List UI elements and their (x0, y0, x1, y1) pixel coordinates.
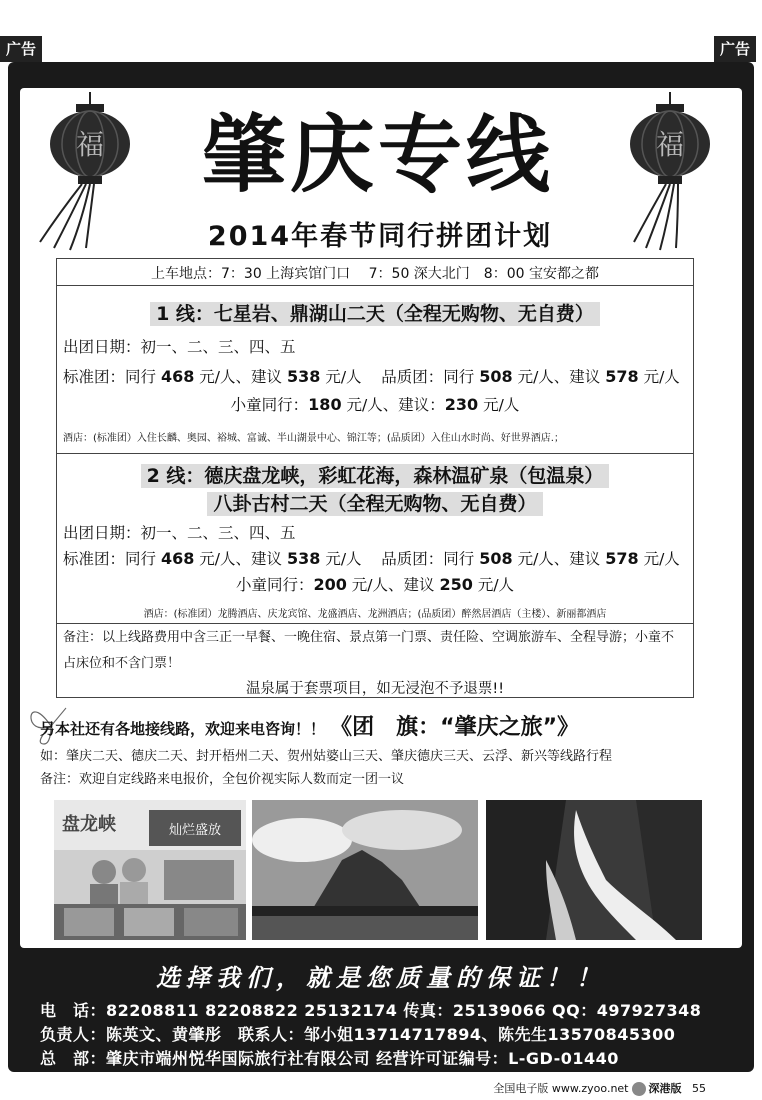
route1-q-suggest: 578 (605, 367, 639, 386)
route2-dates: 出团日期：初一、二、三、四、五 (63, 524, 296, 542)
panlongxia-promo-photo (54, 800, 246, 940)
itinerary-box (56, 258, 694, 698)
route2-prices: 标准团：同行 468 元/人、建议 538 元/人 品质团：同行 508 元/人、建议 578 元/人 (63, 549, 680, 568)
pickup-locations: 上车地点：7：30 上海宾馆门口 7：50 深大北门 8：00 宝安都之都 (151, 266, 599, 282)
lantern-character: 福 (655, 128, 685, 161)
route1-title-wrap (57, 299, 693, 326)
contact-phone: 电 话：82208811 82208822 25132174 传真：25139066 QQ：497927348 (40, 1001, 702, 1020)
photo-banner-text: 灿烂盛放 (168, 823, 222, 838)
route1-std-price: 468 (160, 367, 195, 386)
seven-star-crags-photo (252, 800, 478, 940)
route2-title-line1: 2 线：德庆盘龙峡，彩虹花海，森林温矿泉（包温泉） (141, 464, 610, 488)
notes: 备注：以上线路费用中含三正一早餐、一晚住宿、景点第一门票、责任险、空调旅游车、全程导游；小童不占床位和不含门票！ (63, 630, 675, 671)
lantern-character: 福 (75, 128, 105, 161)
page-number: 55 (692, 1082, 706, 1095)
route1-q-price: 508 (479, 367, 513, 386)
more-lead: 另本社还有各地接线路，欢迎来电咨询！！ (40, 720, 326, 738)
route1-dates: 出团日期：初一、二、三、四、五 (63, 338, 296, 356)
hot-spring-note: 温泉属于套票项目，如无浸泡不予退票!! (245, 681, 505, 697)
contact-hq: 总 部：肇庆市端州悦华国际旅行社有限公司 经营许可证编号：L-GD-01440 (40, 1049, 619, 1068)
route1-child-price: 小童同行：180 元/人、建议：230 元/人 (230, 395, 520, 414)
route2-hotels: 酒店：(标准团）龙腾酒店、庆龙宾馆、龙盛酒店、龙洲酒店；(品质团）醉然居酒店（主楼）、新丽都酒店 (143, 609, 607, 620)
route1-prices: 标准团：同行 468 元/人、建议 538 元/人 品质团：同行 508 元/人、建议 578 元/人 (63, 367, 680, 386)
ad-label-right: 广告 (714, 36, 756, 62)
tour-flag: 《团 旗：“肇庆之旅”》 (330, 715, 580, 740)
more-note: 备注：欢迎自定线路来电报价，全包价视实际人数而定一团一议 (40, 772, 405, 787)
main-title: 肇庆专线 (201, 105, 554, 204)
ad-label-left: 广告 (0, 36, 42, 62)
photo-brand-text: 盘龙峡 (62, 814, 116, 835)
route2-title-line2: 八卦古村二天（全程无购物、无自费） (207, 492, 542, 516)
waterfall-photo (486, 800, 702, 940)
route2-title-wrap (57, 461, 693, 488)
contact-person: 负责人：陈英文、黄肇彤 联系人：邹小姐13714717894、陈先生13570845300 (40, 1025, 676, 1044)
more-routes-section (40, 710, 730, 787)
footer-edition: 深港版 (648, 1082, 682, 1095)
footer-site: 全国电子版 www.zyoo.net (493, 1082, 629, 1095)
subtitle: 2014年春节同行拼团计划 (207, 221, 553, 252)
more-routes: 如：肇庆二天、德庆二天、封开梧州二天、贺州姑婆山三天、肇庆德庆三天、云浮、新兴等线路行程 (40, 749, 613, 764)
route2-child-price: 小童同行：200 元/人、建议 250 元/人 (235, 575, 515, 594)
publisher-logo-icon (632, 1082, 646, 1096)
route1-title: 1 线：七星岩、鼎湖山二天（全程无购物、无自费） (150, 302, 600, 326)
page-footer (493, 1080, 706, 1096)
lantern-icon (620, 92, 730, 252)
route1-std-suggest: 538 (286, 367, 321, 386)
lantern-icon (30, 92, 140, 252)
route1-hotels: 酒店：(标准团）入住长麟、奥园、裕城、富诚、半山湖景中心、锦江等；(品质团）入住山水时尚、好世界酒店.； (63, 433, 564, 444)
slogan: 选择我们，就是您质量的保证！！ (156, 964, 606, 992)
route2-title-wrap2 (57, 489, 693, 516)
